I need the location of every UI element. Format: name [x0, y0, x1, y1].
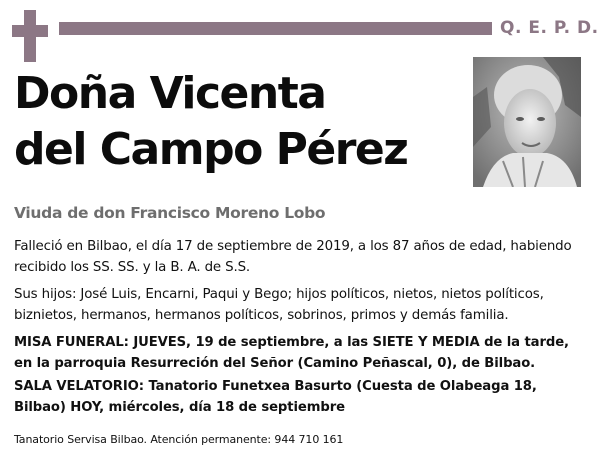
- portrait-photo: [473, 57, 581, 187]
- funeral-mass-paragraph: MISA FUNERAL: JUEVES, 19 de septiembre, a las SIETE Y MEDIA de la tarde, en la parroquia Resurreción del Señor (Camino Peñascal, 0), de Bilbao.: [14, 335, 569, 371]
- header-rule: [59, 22, 492, 35]
- qepd-tag: Q. E. P. D.: [500, 18, 599, 38]
- name-line-1: Doña Vicenta: [14, 68, 326, 119]
- wake-room-paragraph: SALA VELATORIO: Tanatorio Funetxea Basurto (Cuesta de Olabeaga 18, Bilbao) HOY, miércoles, día 18 de septiembre: [14, 379, 537, 415]
- cross-icon: [12, 10, 48, 62]
- family-paragraph: Sus hijos: José Luis, Encarni, Paqui y Bego; hijos políticos, nietos, nietos políticos, biznietos, hermanos, hermanos políticos, sobrinos, primos y demás familia.: [14, 287, 544, 323]
- footer-contact: Tanatorio Servisa Bilbao. Atención permanente: 944 710 161: [14, 433, 344, 446]
- death-notice-paragraph: Falleció en Bilbao, el día 17 de septiembre de 2019, a los 87 años de edad, habiendo recibido los SS. SS. y la B. A. de S.S.: [14, 239, 572, 275]
- deceased-name: [14, 66, 444, 178]
- name-line-2: del Campo Pérez: [14, 124, 408, 175]
- subtitle: Viuda de don Francisco Moreno Lobo: [14, 204, 326, 222]
